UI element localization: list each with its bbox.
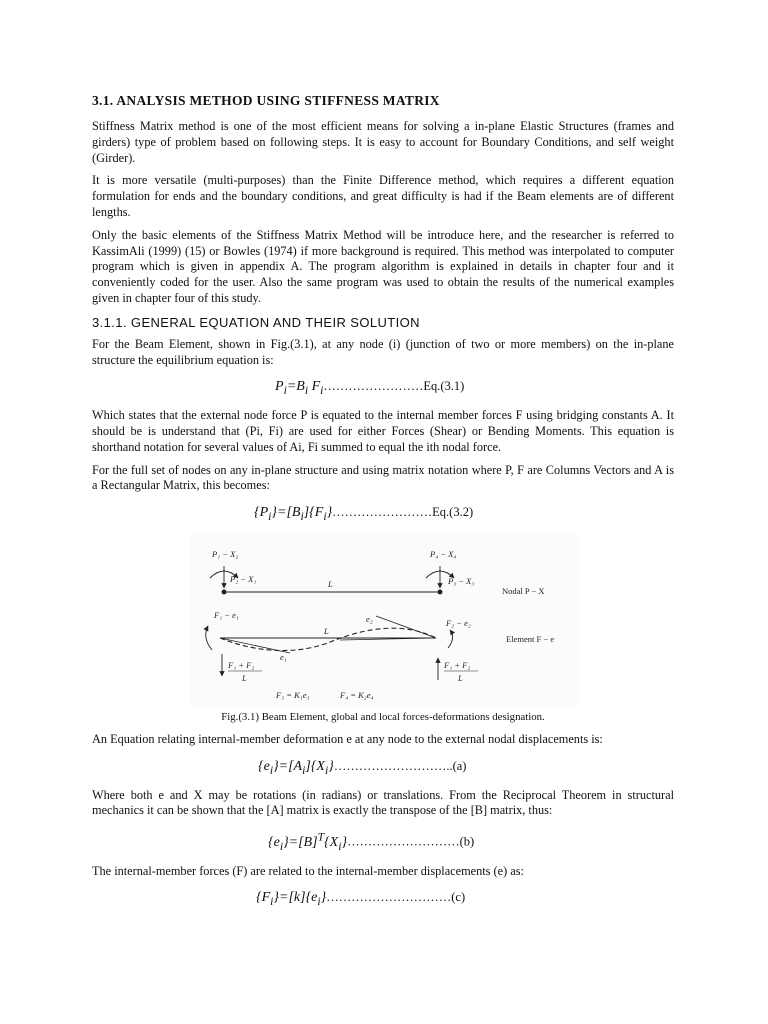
figure-caption: Fig.(3.1) Beam Element, global and local forces-deformations designation. [221,710,545,723]
right-node [438,589,443,594]
equation-a [92,755,674,782]
label-p1-x2: P₁ − X₂ [212,548,239,559]
paragraph-references: Only the basic elements of the Stiffness Matrix Method will be introduce here, and the researcher is referred to KassimAli (1999) (15) or Bowles (1974) if more background is required. This method was interpolated to computer program which is given in appendix A. The program algorithm is explained in details in chapter four and it conveniently coded for the user. Also the same program was used to obtain the results of the numerical examples given in chapter four of this study. [92,227,674,305]
label-p2-x1: P₂ − X₁ [230,573,257,584]
label-sum-left: F₁ + F₂ [228,659,255,670]
paragraph-matrix-notation: For the full set of nodes on any in-plane structure and using matrix notation where P, F are Columns Vectors and A is a Rectangular Matrix, this becomes: [92,462,674,493]
equation-tag: (a) [452,758,467,773]
figure-background [190,534,580,706]
equation-expression: $\{F_i\}=[k]\{e_i\}$ [256,890,327,909]
equation-3-1 [92,375,674,402]
label-e1: e₁ [280,651,287,662]
label-length-left: L [242,672,247,683]
equation-b [92,826,674,857]
equation-tag: Eq.(3.2) [432,505,474,520]
label-sum-right: F₁ + F₂ [444,659,471,670]
equation-dots: ………………………… [326,890,452,905]
paragraph-deformation: An Equation relating internal-member deformation e at any node to the external nodal displacements is: [92,731,603,746]
equation-tag: Eq.(3.1) [423,379,465,394]
equation-dots: …………………… [332,505,433,520]
equation-dots: ……………………….. [333,758,453,773]
paragraph-internal-forces: The internal-member forces (F) are related to the internal-member displacements (e) as: [92,863,524,878]
label-p4-x4: P₄ − X₄ [430,548,457,559]
section-title: 3.1. ANALYSIS METHOD USING STIFFNESS MATRIX [92,93,440,108]
beam-element-diagram [190,534,580,706]
equation-dots: …………………… [323,379,424,394]
equation-dots: ……………………… [347,834,460,849]
label-nodal-p-x: Nodal P − X [502,585,545,596]
label-length-right: L [458,672,463,683]
label-f2-e2: F₂ − e₂ [446,617,471,628]
equation-expression: $\{P_i\}=[B_i]\{F_i\}$ [254,505,333,523]
paragraph-stiffness-intro: Stiffness Matrix method is one of the most efficient means for solving a in-plane Elastic Structures (frames and girders) type of problem based on following steps. It is easy to account for Boundary Conditions, and self weight (Girder). [92,119,674,165]
equation-expression: $\{e_i\}=[B]^T\{X_i\}$ [268,830,348,853]
paragraph-node-force: Which states that the external node force P is equated to the internal member forces F using bridging constants A. It should be is understand that (Pi, Fi) are used for either Forces (Shear) or Bending Moments. This equation is shorthand notation for several values of Ai, Fi summed to equal the ith nodal force. [92,408,674,454]
paragraph-equilibrium: For the Beam Element, shown in Fig.(3.1), at any node (i) (junction of two or more members) on the in-plane structure the equilibrium equation is: [92,336,674,367]
subsection-title: 3.1.1. GENERAL EQUATION AND THEIR SOLUTION [92,314,420,330]
equation-3-2 [92,501,674,528]
equation-expression: $P_i=B_i$ $F_i$ [275,379,324,398]
label-e2: e₂ [366,613,373,624]
equation-tag: (b) [459,834,475,849]
label-element-f-e: Element F − e [506,633,554,644]
paragraph-versatility: It is more versatile (multi-purposes) than the Finite Difference method, which requires a different equation formulation for ends and the boundary conditions, and great difficulty is had if the Beam elements are of different lengths. [92,173,674,219]
document-page [92,92,674,919]
equation-expression: $\{e_i\}=[A_i]\{X_i\}$ [258,758,334,777]
label-f3: F₃ = K₁e₃ [276,689,310,700]
label-f1-e1: F₁ − e₁ [214,609,239,620]
label-length-top: L [328,578,333,589]
equation-tag: (c) [451,890,466,905]
paragraph-reciprocal: Where both e and X may be rotations (in radians) or translations. From the Reciprocal Theorem in structural mechanics it can be shown that the [A] matrix is exactly the transpose of the [B] matrix, thus: [92,787,674,818]
label-length-element: L [324,625,329,636]
label-f4: F₄ = K₂e₄ [340,689,374,700]
beam-element-figure [190,534,580,706]
left-node [222,589,227,594]
label-p3-x3: P₃ − X₃ [448,575,475,586]
equation-c [92,886,674,913]
